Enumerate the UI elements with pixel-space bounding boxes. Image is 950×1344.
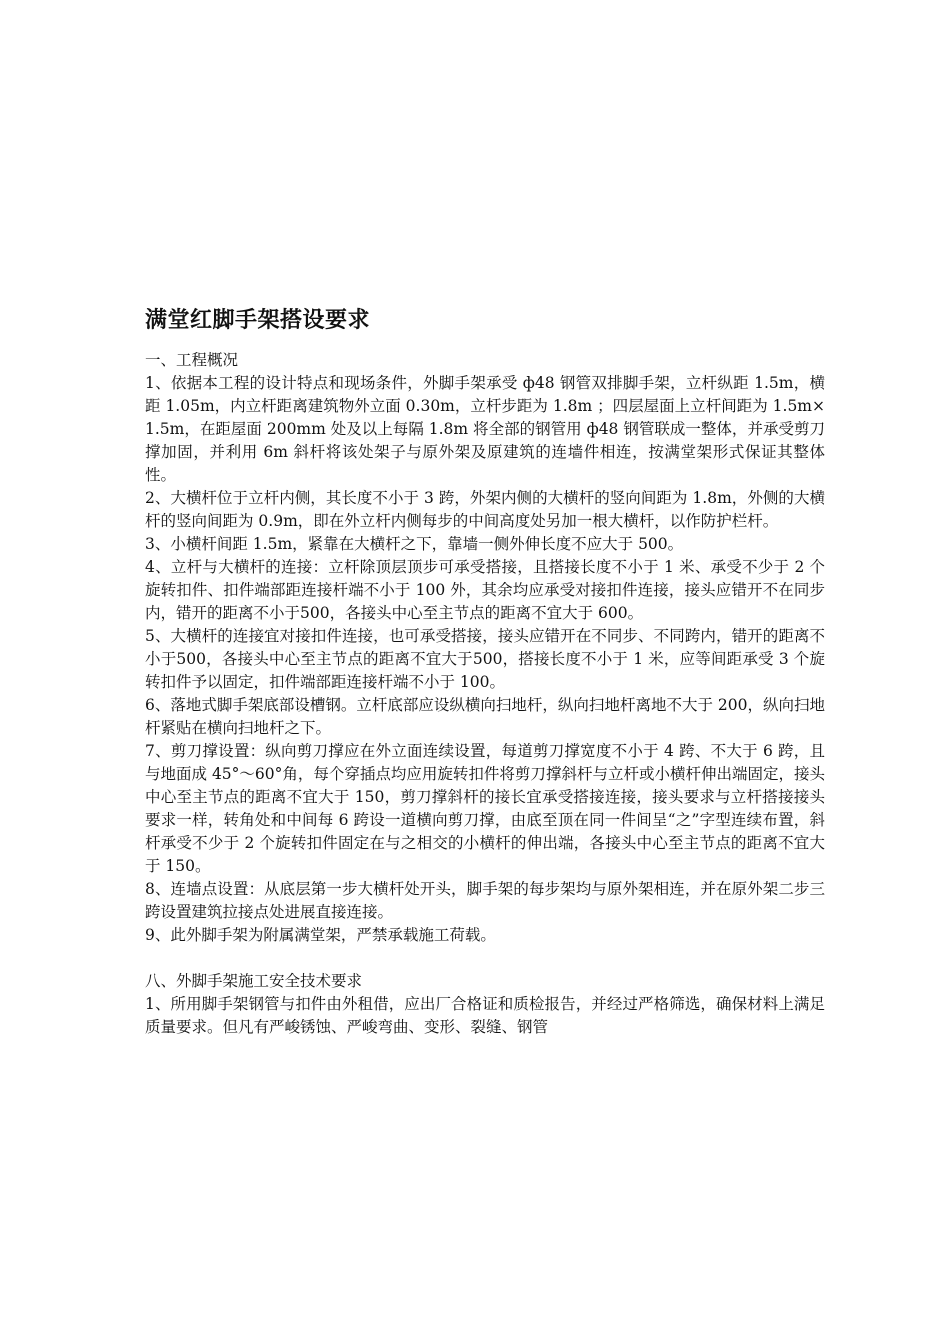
paragraph-5: 5、大横杆的连接宜对接扣件连接，也可承受搭接，接头应错开在不同步、不同跨内，错开的距离不小于500，各接头中心至主节点的距离不宜大于500，搭接长度不小于 1 米，应等间距承受 3 个旋转扣件予以固定，扣件端部距连接杆端不小于 100。 [145,627,825,691]
paragraph-8: 8、连墙点设置：从底层第一步大横杆处开头，脚手架的每步架均与原外架相连，并在原外架二步三跨设置建筑拉接点处进展直接连接。 [145,880,825,921]
document-title: 满堂红脚手架搭设要求 [145,308,371,333]
section-spacer [145,947,825,970]
paragraph-4: 4、立杆与大横杆的连接：立杆除顶层顶步可承受搭接，且搭接长度不小于 1 米、承受不少于 2 个旋转扣件、扣件端部距连接杆端不小于 100 外，其余均应承受对接扣件连接，接头应错开不在同步内，错开的距离不小于500，各接头中心至主节点的距离不宜大于 600。 [145,558,825,622]
paragraph-9: 9、此外脚手架为附属满堂架，严禁承载施工荷载。 [145,926,496,944]
document-page [145,307,825,1039]
section-heading-overview: 一、工程概况 [145,351,239,369]
paragraph-2: 2、大横杆位于立杆内侧，其长度不小于 3 跨，外架内侧的大横杆的竖向间距为 1.8m，外侧的大横杆的竖向间距为 0.9m，即在外立杆内侧每步的中间高度处另加一根大横杆，以作防护栏杆。 [145,489,825,530]
safety-paragraph-1: 1、所用脚手架钢管与扣件由外租借，应出厂合格证和质检报告，并经过严格筛选，确保材料上满足质量要求。但凡有严峻锈蚀、严峻弯曲、变形、裂缝、钢管 [145,995,825,1036]
paragraph-7: 7、剪刀撑设置：纵向剪刀撑应在外立面连续设置，每道剪刀撑宽度不小于 4 跨、不大于 6 跨，且与地面成 45°～60°角，每个穿插点均应用旋转扣件将剪刀撑斜杆与立杆或小横杆伸出端固定，接头中心至主节点的距离不宜大于 150，剪刀撑斜杆的接长宜承受搭接连接，接头要求与立杆搭接接头要求一样，转角处和中间每 6 跨设一道横向剪刀撑，由底至顶在同一件间呈“之”字型连续布置，斜杆承受不少于 2 个旋转扣件固定在与之相交的小横杆的伸出端，各接头中心至主节点的距离不宜大于 150。 [145,742,825,875]
section-heading-safety: 八、外脚手架施工安全技术要求 [145,972,363,990]
paragraph-6: 6、落地式脚手架底部设槽钢。立杆底部应设纵横向扫地杆，纵向扫地杆离地不大于 200，纵向扫地杆紧贴在横向扫地杆之下。 [145,696,825,737]
paragraph-1: 1、依据本工程的设计特点和现场条件，外脚手架承受 ф48 钢管双排脚手架，立杆纵距 1.5m，横距 1.05m，内立杆距离建筑物外立面 0.30m，立杆步距为 1.8m ；四层屋面上立杆间距为 1.5m×1.5m，在距屋面 200mm 处及以上每隔 1.8m 将全部的钢管用 ф48 钢管联成一整体，并承受剪刀撑加固，并利用 6m 斜杆将该处架子与原外架及原建筑的连墙件相连，按满堂架形式保证其整体性。 [145,374,825,484]
paragraph-3: 3、小横杆间距 1.5m，紧靠在大横杆之下，靠墙一侧外伸长度不应大于 500。 [145,535,684,553]
